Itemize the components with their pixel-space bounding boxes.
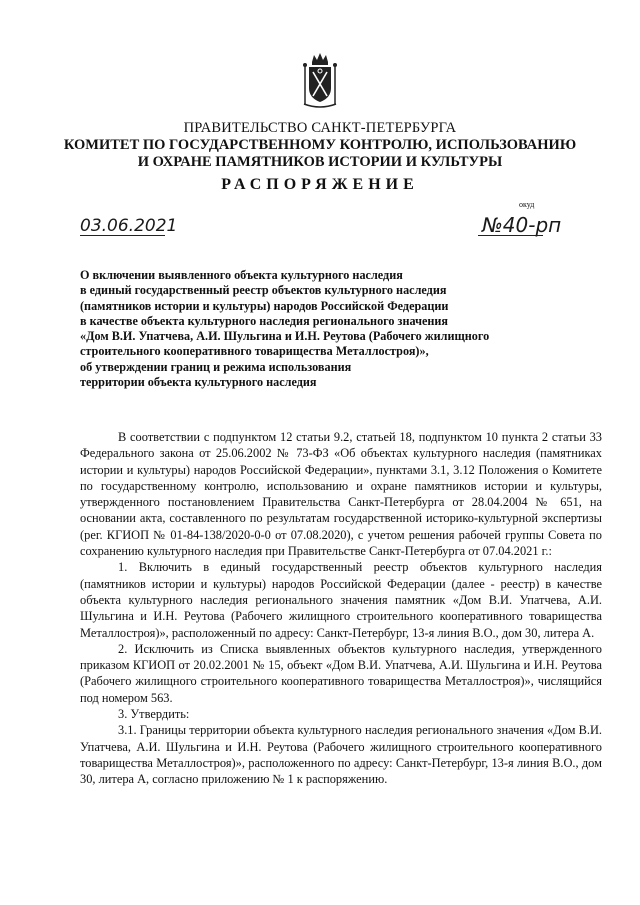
date-underline [80, 235, 165, 236]
heading-line: в единый государственный реестр объектов культурного наследия [80, 283, 447, 298]
heading-line: (памятников истории и культуры) народов Российской Федерации [80, 298, 449, 313]
heading-line: О включении выявленного объекта культурного наследия [80, 268, 403, 282]
number-underline [478, 235, 543, 236]
document-number: №40-рп [482, 213, 562, 237]
committee-name [0, 137, 640, 171]
clause-2-paragraph: 2. Исключить из Списка выявленных объектов культурного наследия, утвержденного приказом КГИОП от 20.02.2001 № 15, объект «Дом В.И. Упатчева, А.И. Шульгина и И.Н. Реутова (Рабочего жилищного строительного кооперативного товарищества Металлостроя)», числящийся под номером 563. [80, 641, 602, 705]
document-heading [80, 268, 550, 390]
document-type: РАСПОРЯЖЕНИЕ [221, 176, 419, 193]
heading-line: территории объекта культурного наследия [80, 375, 317, 390]
heading-line: в качестве объекта культурного наследия регионального значения [80, 313, 448, 328]
document-body [80, 429, 602, 788]
clause-1-paragraph: 1. Включить в единый государственный реестр объектов культурного наследия (памятников истории и культуры) народов Российской Федерации (далее - реестр) в качестве объекта культурного наследия регионального значения памятник «Дом В.И. Упатчева, А.И. Шульгина и И.Н. Реутова (Рабочего жилищного строительного кооперативного товарищества Металлостроя)», расположенный по адресу: Санкт-Петербург, 13-я линия В.О., дом 30, литера А. [80, 560, 602, 640]
document-date: 03.06.2021 [80, 216, 178, 236]
okud-label: окуд [519, 200, 535, 209]
heading-line: об утверждении границ и режима использования [80, 359, 352, 374]
coat-of-arms-icon [300, 52, 340, 110]
heading-line: строительного кооперативного товарищества Металлостроя)», [80, 344, 429, 359]
committee-line-1: КОМИТЕТ ПО ГОСУДАРСТВЕННОМУ КОНТРОЛЮ, ИСПОЛЬЗОВАНИЮ [63, 137, 577, 153]
committee-line-2: И ОХРАНЕ ПАМЯТНИКОВ ИСТОРИИ И КУЛЬТУРЫ [137, 154, 503, 170]
government-name: ПРАВИТЕЛЬСТВО САНКТ-ПЕТЕРБУРГА [183, 120, 457, 136]
clause-3-1-paragraph: 3.1. Границы территории объекта культурного наследия регионального значения «Дом В.И. Упатчева, А.И. Шульгина и И.Н. Реутова (Рабочего жилищного строительного кооперативного товарищества Металлостроя)», расположенного по адресу: Санкт-Петербург, 13-я линия В.О., дом 30, литера А, согласно приложению № 1 к распоряжению. [80, 723, 602, 787]
clause-3-paragraph: 3. Утвердить: [118, 707, 190, 722]
preamble-paragraph: В соответствии с подпунктом 12 статьи 9.2, статьей 18, подпунктом 10 пункта 2 статьи 33 Федерального закона от 25.06.2002 № 73-ФЗ «Об объектах культурного наследия (памятниках истории и культуры) народов Российской Федерации», пунктами 3.1, 3.12 Положения о Комитете по государственному контролю, использованию и охране памятников истории и культуры, утвержденного постановлением Правительства Санкт-Петербурга от 28.04.2004 № 651, на основании акта, составленного по результатам государственной историко-культурной экспертизы (рег. КГИОП № 01-84-138/2020-0-0 от 07.08.2020), с учетом решения рабочей группы Совета по сохранению культурного наследия при Правительстве Санкт-Петербурга от 07.04.2021 г.: [80, 430, 602, 559]
heading-line: «Дом В.И. Упатчева, А.И. Шульгина и И.Н. Реутова (Рабочего жилищного [80, 329, 490, 344]
